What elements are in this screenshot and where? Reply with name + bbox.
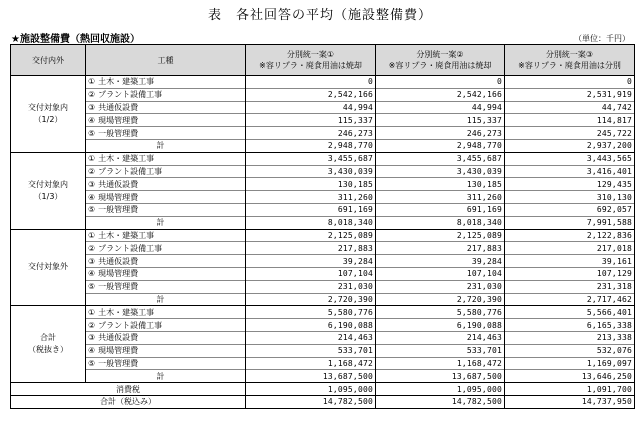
value-cell: 44,994 — [376, 101, 505, 114]
footer-row — [11, 383, 635, 396]
value-cell: 44,742 — [505, 101, 635, 114]
table-row — [11, 191, 635, 204]
subtotal-value: 8,018,340 — [376, 216, 505, 229]
subtotal-value: 2,948,770 — [376, 139, 505, 152]
item-label: 現場管理費 — [98, 346, 139, 356]
item-number: ④ — [88, 115, 96, 125]
item-label: プラント設備工事 — [98, 320, 163, 330]
footer-value: 14,782,500 — [376, 395, 505, 408]
item-number: ② — [88, 90, 96, 100]
unit-label: （単位：千円） — [574, 34, 630, 43]
item-cell — [86, 357, 246, 370]
item-label: プラント設備工事 — [98, 243, 163, 253]
value-cell: 107,104 — [246, 267, 376, 280]
item-label: 土木・建築工事 — [98, 307, 155, 317]
group-label — [11, 152, 86, 229]
value-cell: 1,169,097 — [505, 357, 635, 370]
value-cell: 1,168,472 — [376, 357, 505, 370]
value-cell: 130,185 — [246, 178, 376, 191]
value-cell: 2,122,836 — [505, 229, 635, 242]
group-label-line1: 交付対象内 — [28, 179, 68, 189]
subtotal-value: 2,717,462 — [505, 293, 635, 306]
item-cell — [86, 267, 246, 280]
item-cell — [86, 242, 246, 255]
value-cell: 217,018 — [505, 242, 635, 255]
item-label: 一般管理費 — [98, 128, 139, 138]
group-label — [11, 306, 86, 383]
cost-table — [10, 44, 635, 409]
table-row — [11, 331, 635, 344]
table-row — [11, 280, 635, 293]
footer-value: 1,095,000 — [376, 383, 505, 396]
value-cell: 3,430,039 — [376, 165, 505, 178]
item-cell — [86, 203, 246, 216]
value-cell: 3,430,039 — [246, 165, 376, 178]
subtotal-row — [11, 139, 635, 152]
group-label-line2: （1/2） — [33, 114, 63, 124]
value-cell: 691,169 — [376, 203, 505, 216]
header-group: 交付内外 — [11, 45, 86, 76]
item-label: 共通仮設費 — [98, 102, 139, 112]
header-option-3-line2: ※容リプラ・廃食用油は分別 — [518, 61, 621, 70]
item-label: 共通仮設費 — [98, 179, 139, 189]
footer-label: 合計（税込み） — [11, 395, 246, 408]
value-cell: 3,416,401 — [505, 165, 635, 178]
value-cell: 3,455,687 — [246, 152, 376, 165]
item-number: ⑤ — [88, 128, 96, 138]
item-number: ③ — [88, 256, 96, 266]
header-row — [11, 45, 635, 76]
value-cell: 246,273 — [246, 127, 376, 140]
table-row — [11, 127, 635, 140]
subtotal-value: 13,687,500 — [246, 370, 376, 383]
value-cell: 0 — [505, 76, 635, 89]
table-row — [11, 165, 635, 178]
item-label: 共通仮設費 — [98, 256, 139, 266]
value-cell: 214,463 — [376, 331, 505, 344]
value-cell: 3,443,565 — [505, 152, 635, 165]
header-option-1 — [246, 45, 376, 76]
group-label-line1: 交付対象内 — [28, 102, 68, 112]
subtotal-row — [11, 370, 635, 383]
item-cell — [86, 229, 246, 242]
value-cell: 245,722 — [505, 127, 635, 140]
item-number: ① — [88, 307, 96, 317]
item-cell — [86, 152, 246, 165]
item-cell — [86, 331, 246, 344]
value-cell: 2,542,166 — [376, 88, 505, 101]
value-cell: 2,125,089 — [246, 229, 376, 242]
item-number: ③ — [88, 333, 96, 343]
item-label: プラント設備工事 — [98, 90, 163, 100]
item-label: 共通仮設費 — [98, 333, 139, 343]
group-label-line2: （1/3） — [33, 191, 63, 201]
table-row — [11, 229, 635, 242]
value-cell: 107,104 — [376, 267, 505, 280]
group-label-line1: 交付対象外 — [28, 262, 68, 272]
footer-value: 14,737,950 — [505, 395, 635, 408]
subtotal-value: 7,991,588 — [505, 216, 635, 229]
value-cell: 6,165,338 — [505, 319, 635, 332]
value-cell: 44,994 — [246, 101, 376, 114]
item-cell — [86, 101, 246, 114]
value-cell: 310,130 — [505, 191, 635, 204]
subtotal-value: 2,720,390 — [376, 293, 505, 306]
item-cell — [86, 165, 246, 178]
item-label: 現場管理費 — [98, 115, 139, 125]
item-label: 一般管理費 — [98, 358, 139, 368]
value-cell: 217,883 — [246, 242, 376, 255]
table-row — [11, 344, 635, 357]
header-option-1-line2: ※容リプラ・廃食用油は焼却 — [259, 61, 362, 70]
subtotal-label: 計 — [86, 139, 246, 152]
table-row — [11, 178, 635, 191]
item-cell — [86, 344, 246, 357]
value-cell: 246,273 — [376, 127, 505, 140]
footer-value: 14,782,500 — [246, 395, 376, 408]
subtotal-label: 計 — [86, 293, 246, 306]
footer-row — [11, 395, 635, 408]
item-number: ③ — [88, 102, 96, 112]
value-cell: 533,701 — [376, 344, 505, 357]
group-label — [11, 76, 86, 153]
subtotal-value: 13,646,250 — [505, 370, 635, 383]
item-label: 現場管理費 — [98, 269, 139, 279]
table-row — [11, 306, 635, 319]
header-option-2-line1: 分別統一案② — [416, 50, 464, 59]
value-cell: 130,185 — [376, 178, 505, 191]
header-option-3 — [505, 45, 635, 76]
value-cell: 231,030 — [246, 280, 376, 293]
table-body — [11, 76, 635, 409]
item-number: ② — [88, 243, 96, 253]
table-row — [11, 319, 635, 332]
subtotal-value: 2,937,200 — [505, 139, 635, 152]
item-label: 一般管理費 — [98, 282, 139, 292]
item-number: ① — [88, 230, 96, 240]
header-item: 工種 — [86, 45, 246, 76]
item-number: ④ — [88, 192, 96, 202]
item-cell — [86, 319, 246, 332]
value-cell: 115,337 — [246, 114, 376, 127]
subtotal-row — [11, 293, 635, 306]
section-subheading: ★施設整備費（熱回収施設） — [11, 34, 140, 45]
value-cell: 5,580,776 — [376, 306, 505, 319]
table-row — [11, 88, 635, 101]
header-option-2 — [376, 45, 505, 76]
group-label-line1: 合計 — [40, 333, 56, 343]
value-cell: 2,125,089 — [376, 229, 505, 242]
item-cell — [86, 306, 246, 319]
table-row — [11, 267, 635, 280]
item-number: ② — [88, 166, 96, 176]
item-number: ③ — [88, 179, 96, 189]
value-cell: 311,260 — [246, 191, 376, 204]
value-cell: 311,260 — [376, 191, 505, 204]
subtotal-label: 計 — [86, 216, 246, 229]
group-label-line2: （税抜き） — [28, 345, 68, 355]
table-row — [11, 114, 635, 127]
item-label: 一般管理費 — [98, 205, 139, 215]
document-title: 表 各社回答の平均（施設整備費） — [207, 8, 432, 23]
table-row — [11, 101, 635, 114]
value-cell: 231,030 — [376, 280, 505, 293]
item-cell — [86, 255, 246, 268]
item-number: ① — [88, 77, 96, 87]
value-cell: 39,161 — [505, 255, 635, 268]
value-cell: 39,284 — [246, 255, 376, 268]
header-option-3-line1: 分別統一案③ — [545, 50, 594, 59]
value-cell: 39,284 — [376, 255, 505, 268]
item-number: ⑤ — [88, 358, 96, 368]
table-row — [11, 357, 635, 370]
item-number: ⑤ — [88, 282, 96, 292]
value-cell: 6,190,088 — [246, 319, 376, 332]
item-cell — [86, 191, 246, 204]
value-cell: 217,883 — [376, 242, 505, 255]
item-label: 土木・建築工事 — [98, 77, 155, 87]
item-number: ⑤ — [88, 205, 96, 215]
value-cell: 214,463 — [246, 331, 376, 344]
value-cell: 692,057 — [505, 203, 635, 216]
value-cell: 114,817 — [505, 114, 635, 127]
value-cell: 6,190,088 — [376, 319, 505, 332]
table-row — [11, 203, 635, 216]
item-number: ① — [88, 154, 96, 164]
footer-label: 消費税 — [11, 383, 246, 396]
value-cell: 1,168,472 — [246, 357, 376, 370]
item-label: 土木・建築工事 — [98, 154, 155, 164]
value-cell: 2,542,166 — [246, 88, 376, 101]
subtotal-value: 8,018,340 — [246, 216, 376, 229]
item-cell — [86, 114, 246, 127]
item-label: プラント設備工事 — [98, 166, 163, 176]
item-cell — [86, 280, 246, 293]
value-cell: 2,531,919 — [505, 88, 635, 101]
group-label — [11, 229, 86, 306]
value-cell: 213,338 — [505, 331, 635, 344]
table-row — [11, 76, 635, 89]
item-number: ② — [88, 320, 96, 330]
value-cell: 231,318 — [505, 280, 635, 293]
value-cell: 0 — [376, 76, 505, 89]
value-cell: 3,455,687 — [376, 152, 505, 165]
value-cell: 129,435 — [505, 178, 635, 191]
item-cell — [86, 178, 246, 191]
value-cell: 5,566,401 — [505, 306, 635, 319]
item-cell — [86, 76, 246, 89]
value-cell: 107,129 — [505, 267, 635, 280]
subtotal-label: 計 — [86, 370, 246, 383]
item-cell — [86, 127, 246, 140]
item-cell — [86, 88, 246, 101]
value-cell: 533,701 — [246, 344, 376, 357]
item-number: ④ — [88, 346, 96, 356]
subtotal-value: 2,948,770 — [246, 139, 376, 152]
value-cell: 5,580,776 — [246, 306, 376, 319]
value-cell: 691,169 — [246, 203, 376, 216]
value-cell: 115,337 — [376, 114, 505, 127]
header-option-1-line1: 分別統一案① — [286, 50, 335, 59]
subtotal-row — [11, 216, 635, 229]
table-row — [11, 255, 635, 268]
item-number: ④ — [88, 269, 96, 279]
footer-value: 1,095,000 — [246, 383, 376, 396]
table-row — [11, 242, 635, 255]
footer-value: 1,091,700 — [505, 383, 635, 396]
subtotal-value: 13,687,500 — [376, 370, 505, 383]
table-row — [11, 152, 635, 165]
item-label: 土木・建築工事 — [98, 230, 155, 240]
header-option-2-line2: ※容リプラ・廃食用油は焼却 — [388, 61, 492, 70]
value-cell: 0 — [246, 76, 376, 89]
subtotal-value: 2,720,390 — [246, 293, 376, 306]
value-cell: 532,076 — [505, 344, 635, 357]
item-label: 現場管理費 — [98, 192, 139, 202]
